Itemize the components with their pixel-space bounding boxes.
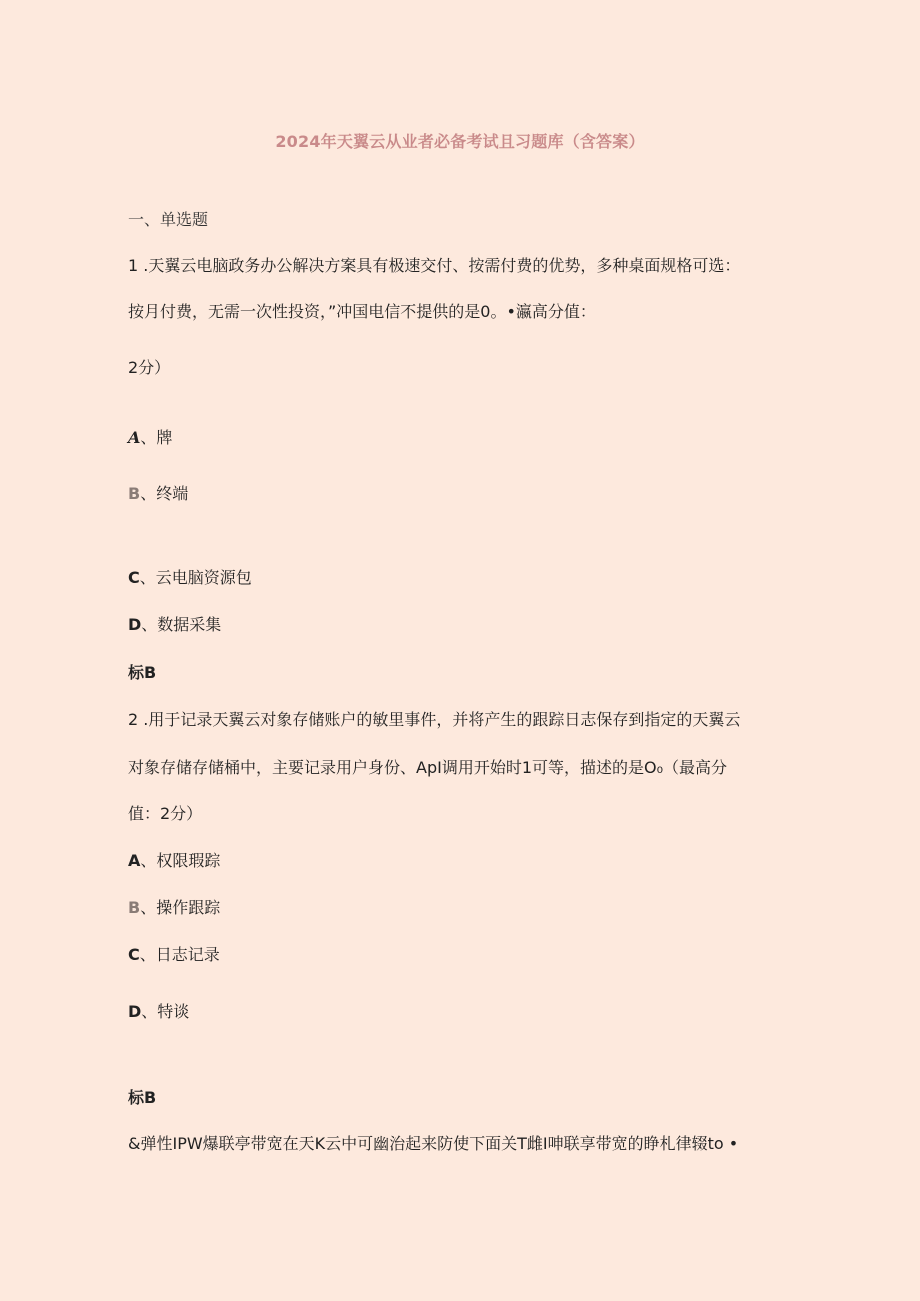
question-2-option-a — [128, 851, 220, 871]
option-text: 、数据采集 — [141, 615, 222, 634]
option-letter: A — [128, 428, 141, 447]
question-2-option-d — [128, 1002, 189, 1022]
question-1-option-b — [128, 484, 188, 504]
document-title: 2024年天翼云从业者必备考试且习题库（含答案） — [275, 132, 645, 151]
section-heading: 一、单选题 — [128, 210, 209, 229]
option-letter: D — [128, 615, 142, 634]
option-letter: A — [128, 851, 141, 870]
question-1-answer: 标B — [128, 663, 157, 682]
question-2-answer: 标B — [128, 1088, 157, 1107]
option-text: 、云电脑资源包 — [139, 568, 252, 587]
option-letter: B — [128, 898, 141, 917]
option-text: 、操作跟踪 — [140, 898, 221, 917]
option-text: 、牌 — [140, 428, 173, 447]
question-2-line-1: 2 .用于记录天翼云对象存储账户的敏里事件，并将产生的跟踪日志保存到指定的天翼云 — [128, 710, 741, 729]
question-1-line-1: 1 .天翼云电脑政务办公解决方案具有极速交付、按需付费的优势，多种桌面规格可选： — [128, 256, 741, 275]
option-letter: B — [128, 484, 141, 503]
question-3-line-1: &弹性IPW爆联亭带宽在天K云中可幽治起来防使下面关T雌I呻联享带宽的睁札律辍to • — [128, 1134, 739, 1153]
question-1-option-c — [128, 568, 252, 588]
question-2-line-3: 值：2分） — [128, 804, 203, 823]
question-2-option-b — [128, 898, 220, 918]
option-text: 、终端 — [140, 484, 189, 503]
option-letter: C — [128, 945, 140, 964]
question-1-line-3: 2分） — [128, 358, 171, 377]
question-1-option-d — [128, 615, 221, 635]
option-text: 、日志记录 — [139, 945, 220, 964]
question-1-option-a — [128, 428, 172, 448]
option-letter: C — [128, 568, 140, 587]
question-2-line-2: 对象存储存储桶中，主要记录用户身份、ApI调用开始时1可等，描述的是O₀（最高分 — [128, 758, 728, 777]
option-letter: D — [128, 1002, 142, 1021]
question-1-line-2: 按月付费，无需一次性投资，”冲国电信不提供的是0。•瀛高分值： — [128, 302, 596, 321]
question-2-option-c — [128, 945, 220, 965]
option-text: 、特谈 — [141, 1002, 190, 1021]
option-text: 、权限瑕踪 — [140, 851, 221, 870]
